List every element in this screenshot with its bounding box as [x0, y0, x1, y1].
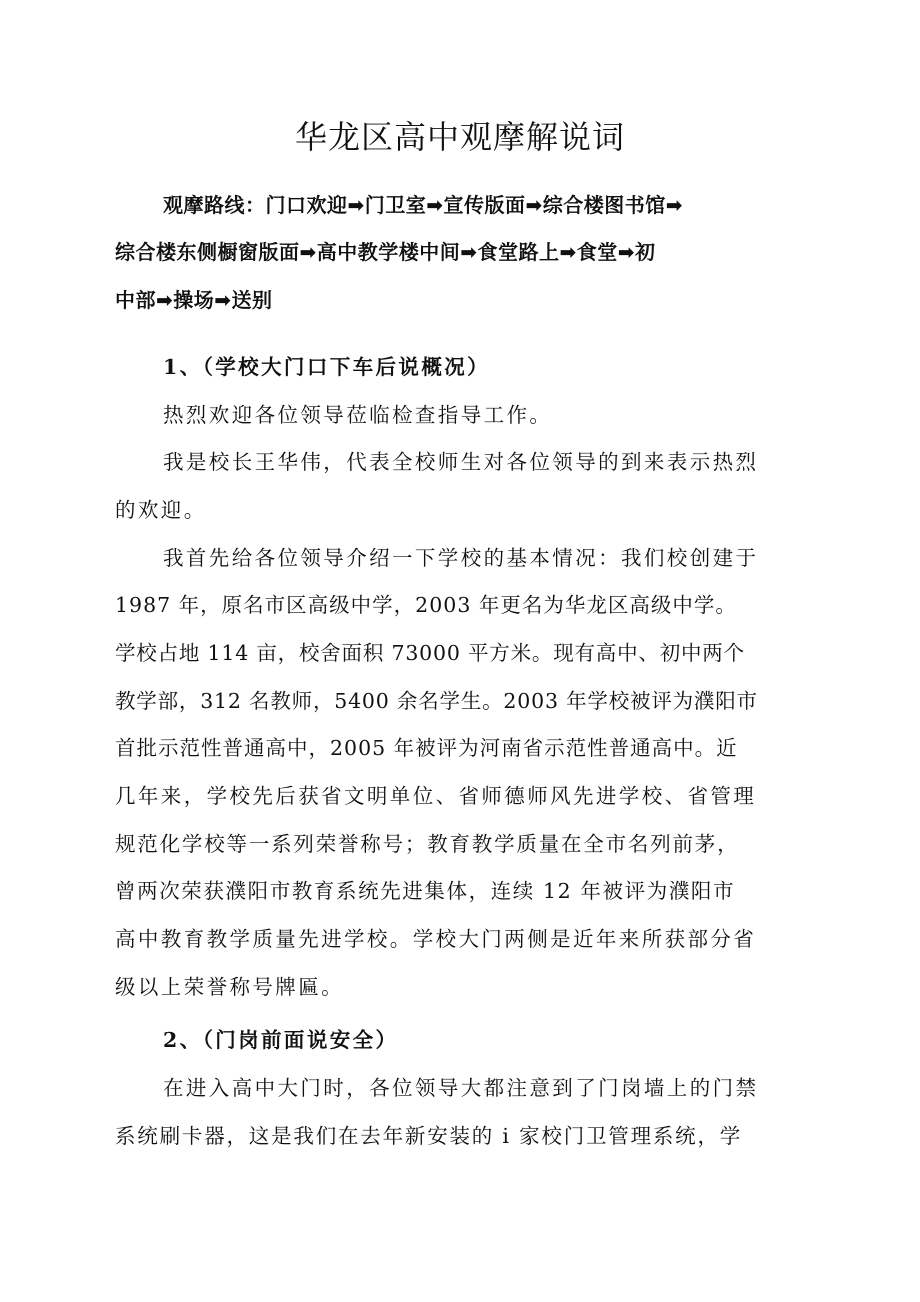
- paragraph-line: 首批示范性普通高中，2005 年被评为河南省示范性普通高中。近: [115, 736, 738, 760]
- paragraph-line: 系统刷卡器，这是我们在去年新安装的 i 家校门卫管理系统，学: [115, 1124, 743, 1148]
- document-title: 华龙区高中观摩解说词: [294, 118, 625, 156]
- section-heading: 1、（学校大门口下车后说概况）: [163, 355, 491, 379]
- paragraph-line: 几年来，学校先后获省文明单位、省师德师风先进学校、省管理: [115, 784, 757, 808]
- section-heading: 2、（门岗前面说安全）: [163, 1028, 399, 1052]
- paragraph-line: 我是校长王华伟，代表全校师生对各位领导的到来表示热烈: [163, 450, 759, 474]
- paragraph-line: 热烈欢迎各位领导莅临检查指导工作。: [163, 403, 553, 427]
- paragraph-line: 学校占地 114 亩，校舍面积 73000 平方米。现有高中、初中两个: [115, 641, 745, 665]
- route-line: 观摩路线：门口欢迎➡门卫室➡宣传版面➡综合楼图书馆➡: [163, 193, 684, 217]
- paragraph-line: 在进入高中大门时，各位领导大都注意到了门岗墙上的门禁: [163, 1076, 759, 1100]
- paragraph-line: 的欢迎。: [115, 498, 207, 522]
- paragraph-line: 1987 年，原名市区高级中学，2003 年更名为华龙区高级中学。: [115, 593, 737, 617]
- paragraph-line: 高中教育教学质量先进学校。学校大门两侧是近年来所获部分省: [115, 927, 757, 951]
- paragraph-line: 规范化学校等一系列荣誉称号；教育教学质量在全市名列前茅，: [115, 832, 740, 856]
- paragraph-line: 曾两次荣获濮阳市教育系统先进集体，连续 12 年被评为濮阳市: [115, 879, 736, 903]
- route-line: 中部➡操场➡送别: [115, 288, 273, 312]
- route-line: 综合楼东侧橱窗版面➡高中教学楼中间➡食堂路上➡食堂➡初: [115, 240, 656, 264]
- paragraph-line: 级以上荣誉称号牌匾。: [115, 975, 344, 999]
- paragraph-line: 我首先给各位领导介绍一下学校的基本情况：我们校创建于: [163, 546, 759, 570]
- paragraph-line: 教学部，312 名教师，5400 余名学生。2003 年学校被评为濮阳市: [115, 689, 758, 713]
